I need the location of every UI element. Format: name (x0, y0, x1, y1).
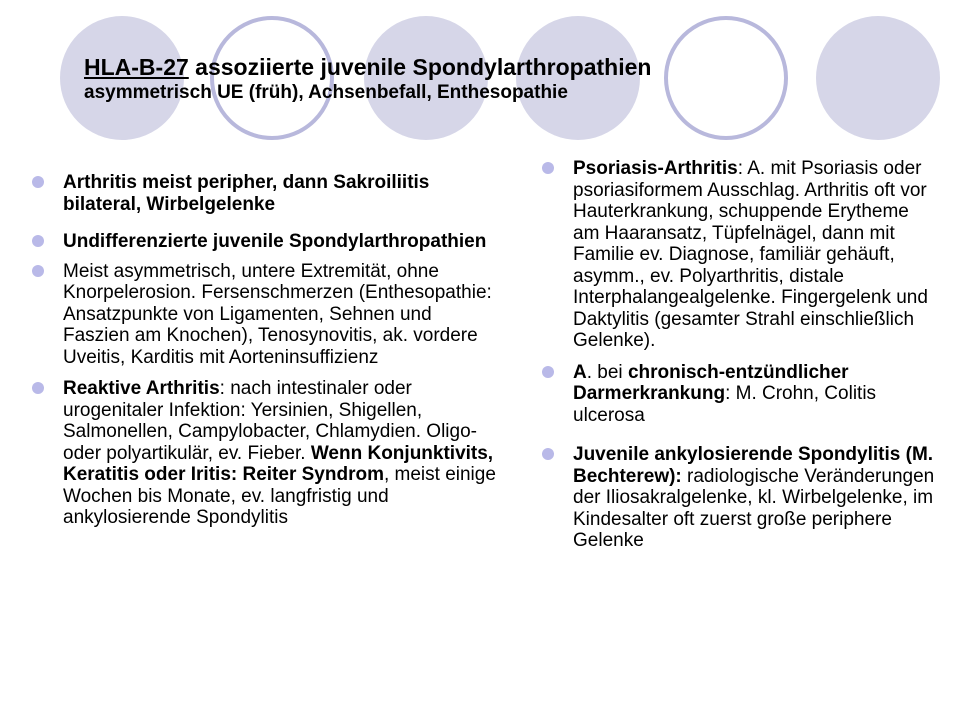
bullet-reaktive-arthritis: Reaktive Arthritis: nach intestinaler oder urogenitaler Infektion: Yersinien, Shigellen, Salmonellen, Campylobacter, Chlamydien. Oligo- oder polyartikulär, ev. Fieber. Wenn Konjunktivits, Keratitis oder Iritis: Reiter Syndrom, meist einige Wochen bis Monate, ev. langfristig und ankylosierende Spondylitis (30, 378, 500, 529)
left-column (30, 172, 500, 545)
slide-subtitle: asymmetrisch UE (früh), Achsenbefall, Enthesopathie (84, 82, 568, 104)
bullet-darmerkrankung: A. bei chronisch-entzündlicher Darmerkrankung: M. Crohn, Colitis ulcerosa (540, 362, 940, 427)
bullet-asymmetrisch: Meist asymmetrisch, untere Extremität, ohne Knorpelerosion. Fersenschmerzen (Enthesopathie: Ansatzpunkte von Ligamenten, Sehnen und Faszien am Knochen), Tenosynovitis, ak. vordere Uveitis, Karditis mit Aorteninsuffizienz (30, 261, 500, 369)
title-rest: assoziierte juvenile Spondylarthropathien (188, 54, 652, 80)
slide-title (84, 54, 884, 104)
bullet-bechterew: Juvenile ankylosierende Spondylitis (M. Bechterew): radiologische Veränderungen der Iliosakralgelenke, kl. Wirbelgelenke, im Kindesalter oft zuerst große periphere Gelenke (540, 444, 940, 552)
bullet-undifferenzierte: Undifferenzierte juvenile Spondylarthropathien (30, 231, 500, 253)
hla-b27-link: HLA-B-27 (84, 54, 189, 80)
bullet-arthritis-peripher: Arthritis meist peripher, dann Sakroiliitis bilateral, Wirbelgelenke (30, 172, 500, 215)
bullet-psoriasis-arthritis: Psoriasis-Arthritis: A. mit Psoriasis oder psoriasiformem Ausschlag. Arthritis oft vor Hauterkrankung, schuppende Erytheme am Haaransatz, Tüpfelnägel, dann mit Familie ev. Diagnose, familiär gehäuft, asymm., ev. Polyarthritis, distale Interphalangealgelenke. Fingergelenk und Daktylitis (gesamter Strahl einschließlich Gelenke). (540, 158, 940, 352)
title-line-1 (84, 54, 884, 80)
right-column (540, 158, 940, 562)
